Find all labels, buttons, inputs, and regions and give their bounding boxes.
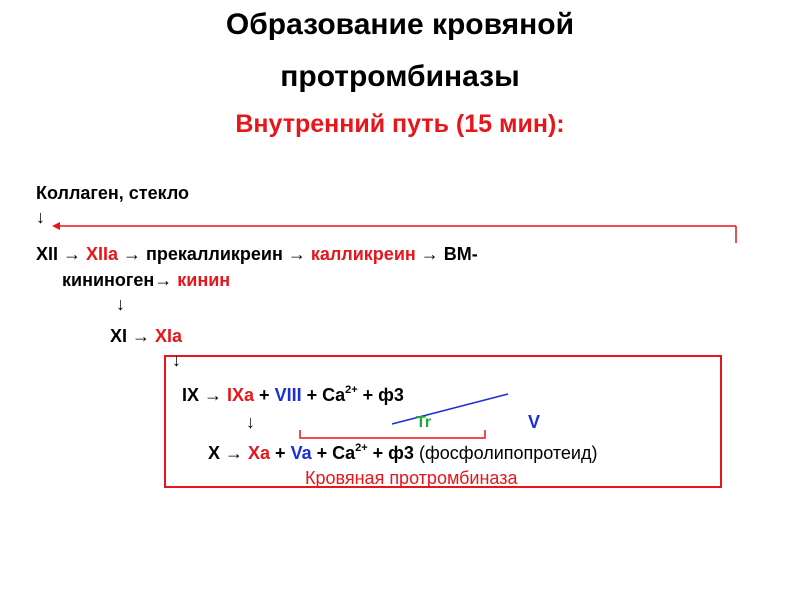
title-line-1: Образование кровяной [225,8,575,41]
thrombin-label: Tr [416,414,432,431]
row-ix [182,384,404,406]
ix-label: IX → [182,385,228,405]
row-xi [110,326,182,347]
down-arrow-2: ↓ [116,294,125,314]
calcium-charge-2: 2+ [355,442,368,454]
ixa-label: IXa [227,385,255,405]
factor-v-label: V [528,412,541,432]
result-label: Кровяная протромбиназа [305,468,518,488]
calcium-text: + Ca [301,385,346,405]
kallikrein-label: калликреин [310,244,416,264]
row-xii [36,244,478,265]
kininogen-text: кининоген→ [62,270,178,290]
xia-label: XIa [155,326,183,346]
xiia-label: XIIa [86,244,119,264]
down-arrow-1: ↓ [36,207,45,227]
xi-label: XI → [110,326,156,346]
va-label: Va [290,443,312,463]
row-x [208,442,598,464]
prekallikrein-text: → прекалликреин → [118,244,311,264]
x-label: X → [208,443,249,463]
xa-label: Xa [248,443,271,463]
xii-label: XII → [36,244,87,264]
plus-sign: + [254,385,275,405]
subtitle: Внутренний путь (15 мин): [235,110,565,138]
calcium-text-2: + Ca [311,443,356,463]
down-arrow-4: ↓ [246,412,255,432]
title-line-2: протромбиназы [280,60,520,93]
viii-label: VIII [274,385,302,405]
kinin-label: кинин [177,270,231,290]
row-kininogen [62,270,230,291]
phospholipid-text: + ф3 [357,385,404,405]
down-arrow-3: ↓ [172,350,181,370]
plus-sign-2: + [270,443,291,463]
feedback-arrowhead [52,222,60,230]
complex-bracket [300,430,485,438]
calcium-charge: 2+ [345,384,358,396]
vm-text: → ВМ- [415,244,478,264]
phospholipid-text-2: + ф3 [367,443,419,463]
phospholipoprotein-note: (фосфолипопротеид) [418,443,598,463]
thrombin-link-line [392,394,508,424]
collagen-line: Коллаген, стекло [36,183,190,203]
